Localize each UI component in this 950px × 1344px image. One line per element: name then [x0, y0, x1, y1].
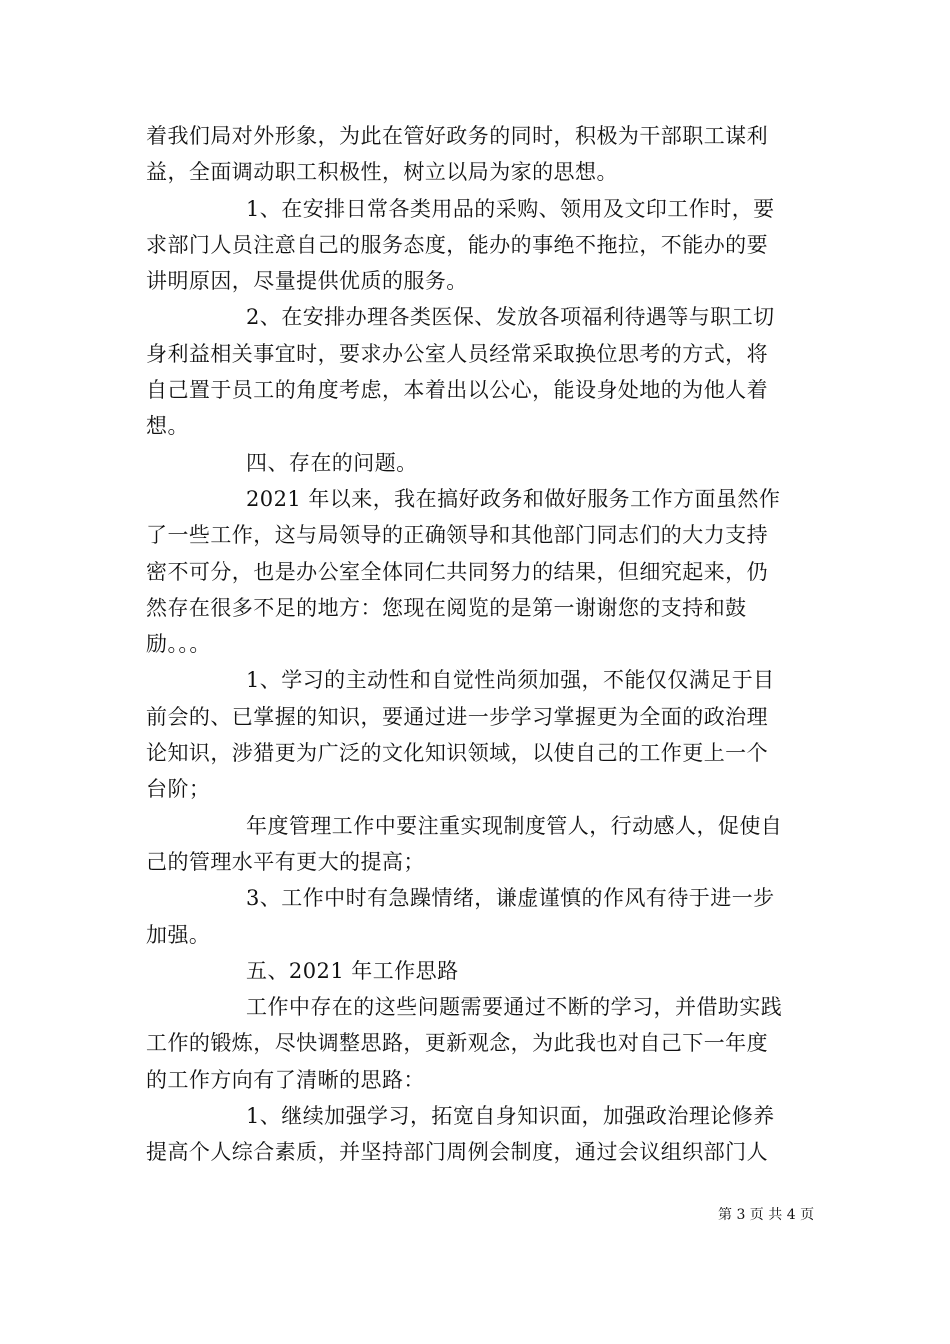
text-line: 自己置于员工的角度考虑，本着出以公心，能设身处地的为他人着: [146, 378, 769, 403]
text-line: 的工作方向有了清晰的思路：: [146, 1067, 425, 1092]
page-number: 第 3 页 共 4 页: [718, 1207, 815, 1223]
text-line: 密不可分，也是办公室全体同仁共同努力的结果，但细究起来，仍: [146, 559, 769, 584]
text-line: 五、2021 年工作思路: [246, 958, 459, 983]
text-line: 3、工作中时有急躁情绪，谦虚谨慎的作风有待于进一步: [246, 886, 775, 911]
text-line: 了一些工作，这与局领导的正确领导和其他部门同志们的大力支持: [146, 523, 769, 548]
text-line: 四、存在的问题。: [246, 450, 418, 475]
text-line: 己的管理水平有更大的提高；: [146, 849, 425, 874]
text-line: 台阶；: [146, 777, 211, 802]
text-line: 求部门人员注意自己的服务态度，能办的事绝不拖拉，不能办的要: [146, 232, 769, 257]
text-line: 身利益相关事宜时，要求办公室人员经常采取换位思考的方式，将: [146, 341, 769, 366]
text-line: 然存在很多不足的地方：您现在阅览的是第一谢谢您的支持和鼓: [146, 595, 747, 620]
text-line: 1、继续加强学习，拓宽自身知识面，加强政治理论修养: [246, 1104, 775, 1129]
text-line: 1、学习的主动性和自觉性尚须加强，不能仅仅满足于目: [246, 668, 775, 693]
text-line: 想。: [146, 414, 189, 439]
text-line: 着我们局对外形象，为此在管好政务的同时，积极为干部职工谋利: [146, 124, 769, 148]
document-body: [146, 118, 808, 1171]
text-line: 年度管理工作中要注重实现制度管人，行动感人，促使自: [246, 813, 783, 838]
text-line: 1、在安排日常各类用品的采购、领用及文印工作时，要: [246, 196, 775, 221]
text-line: 2021 年以来，我在搞好政务和做好服务工作方面虽然作: [246, 486, 781, 511]
text-line: 益，全面调动职工积极性，树立以局为家的思想。: [146, 160, 618, 185]
text-line: 工作的锻炼，尽快调整思路，更新观念，为此我也对自己下一年度: [146, 1031, 769, 1056]
text-line: 提高个人综合素质，并坚持部门周例会制度，通过会议组织部门人: [146, 1140, 769, 1165]
text-line: 励。。。: [146, 632, 211, 657]
text-line: 论知识，涉猎更为广泛的文化知识领域，以使自己的工作更上一个: [146, 741, 769, 766]
text-line: 2、在安排办理各类医保、发放各项福利待遇等与职工切: [246, 305, 775, 330]
text-line: 工作中存在的这些问题需要通过不断的学习，并借助实践: [246, 995, 783, 1020]
text-line: 加强。: [146, 922, 211, 947]
text-line: 讲明原因，尽量提供优质的服务。: [146, 269, 468, 294]
text-line: 前会的、已掌握的知识，要通过进一步学习掌握更为全面的政治理: [146, 704, 769, 729]
